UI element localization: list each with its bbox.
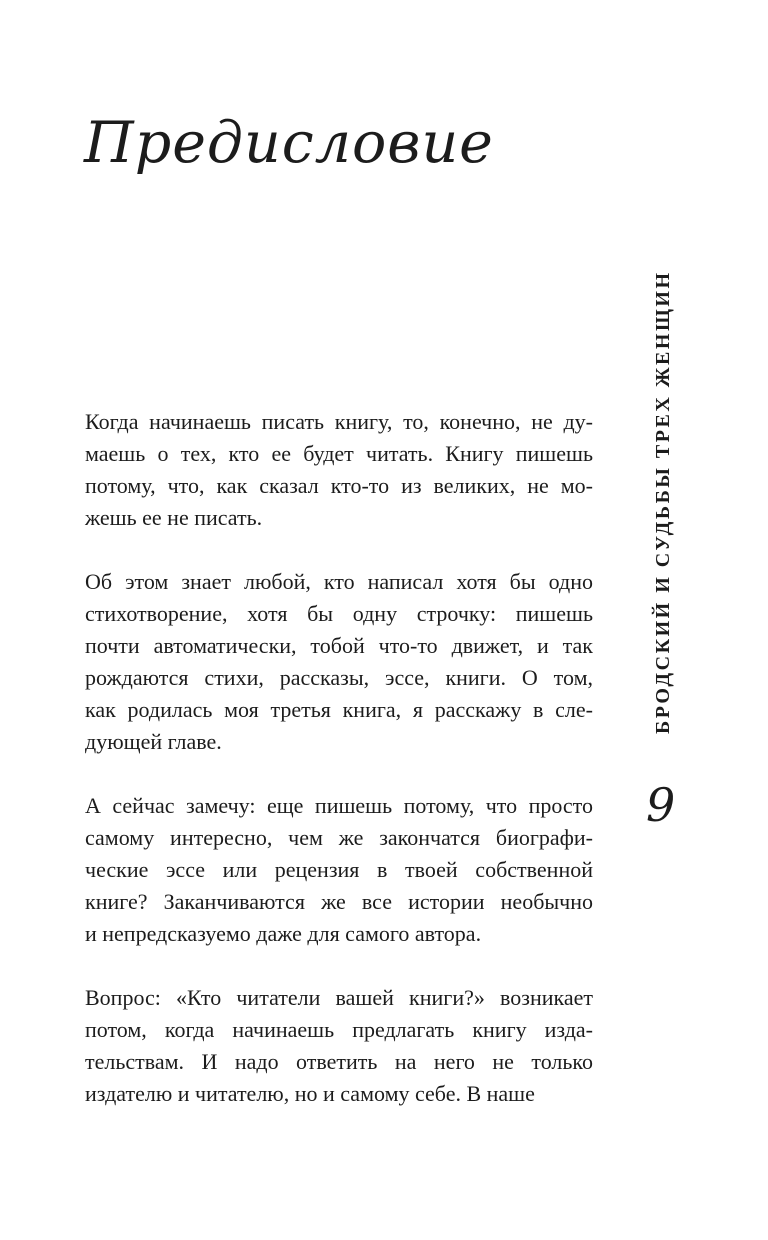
text-line: тельствам. И надо ответить на него не только xyxy=(85,1049,593,1074)
page-number: 9 xyxy=(646,778,676,832)
text-line: рождаются стихи, рассказы, эссе, книги. О том, xyxy=(85,665,593,690)
text-line: потому, что, как сказал кто-то из великих, не мо- xyxy=(85,473,593,498)
chapter-title: Предисловие xyxy=(84,110,494,176)
text-line: книге? Заканчиваются же все истории необычно xyxy=(85,889,593,914)
paragraph xyxy=(85,982,593,1110)
text-line: и непредсказуемо даже для самого автора. xyxy=(85,921,482,946)
text-line: как родилась моя третья книга, я расскажу в сле- xyxy=(85,697,593,722)
running-title-vertical: БРОДСКИЙ И СУДЬБЫ ТРЕХ ЖЕНЩИН xyxy=(652,270,674,734)
text-line: дующей главе. xyxy=(85,729,222,754)
text-line: Об этом знает любой, кто написал хотя бы одно xyxy=(85,569,593,594)
paragraph xyxy=(85,790,593,950)
text-line: почти автоматически, тобой что-то движет, и так xyxy=(85,633,593,658)
text-line: самому интересно, чем же закончатся биографи- xyxy=(85,825,593,850)
text-line: маешь о тех, кто ее будет читать. Книгу пишешь xyxy=(85,441,593,466)
text-line: ческие эссе или рецензия в твоей собственной xyxy=(85,857,593,882)
text-line: потом, когда начинаешь предлагать книгу изда- xyxy=(85,1017,593,1042)
text-line: издателю и читателю, но и самому себе. В наше xyxy=(85,1081,535,1106)
text-line: А сейчас замечу: еще пишешь потому, что просто xyxy=(85,793,593,818)
paragraph xyxy=(85,566,593,758)
paragraph xyxy=(85,406,593,534)
text-line: Вопрос: «Кто читатели вашей книги?» возникает xyxy=(85,985,593,1010)
text-line: Когда начинаешь писать книгу, то, конечно, не ду- xyxy=(85,409,593,434)
text-line: стихотворение, хотя бы одну строчку: пишешь xyxy=(85,601,593,626)
body-text xyxy=(85,406,593,1110)
text-line: жешь ее не писать. xyxy=(85,505,263,530)
